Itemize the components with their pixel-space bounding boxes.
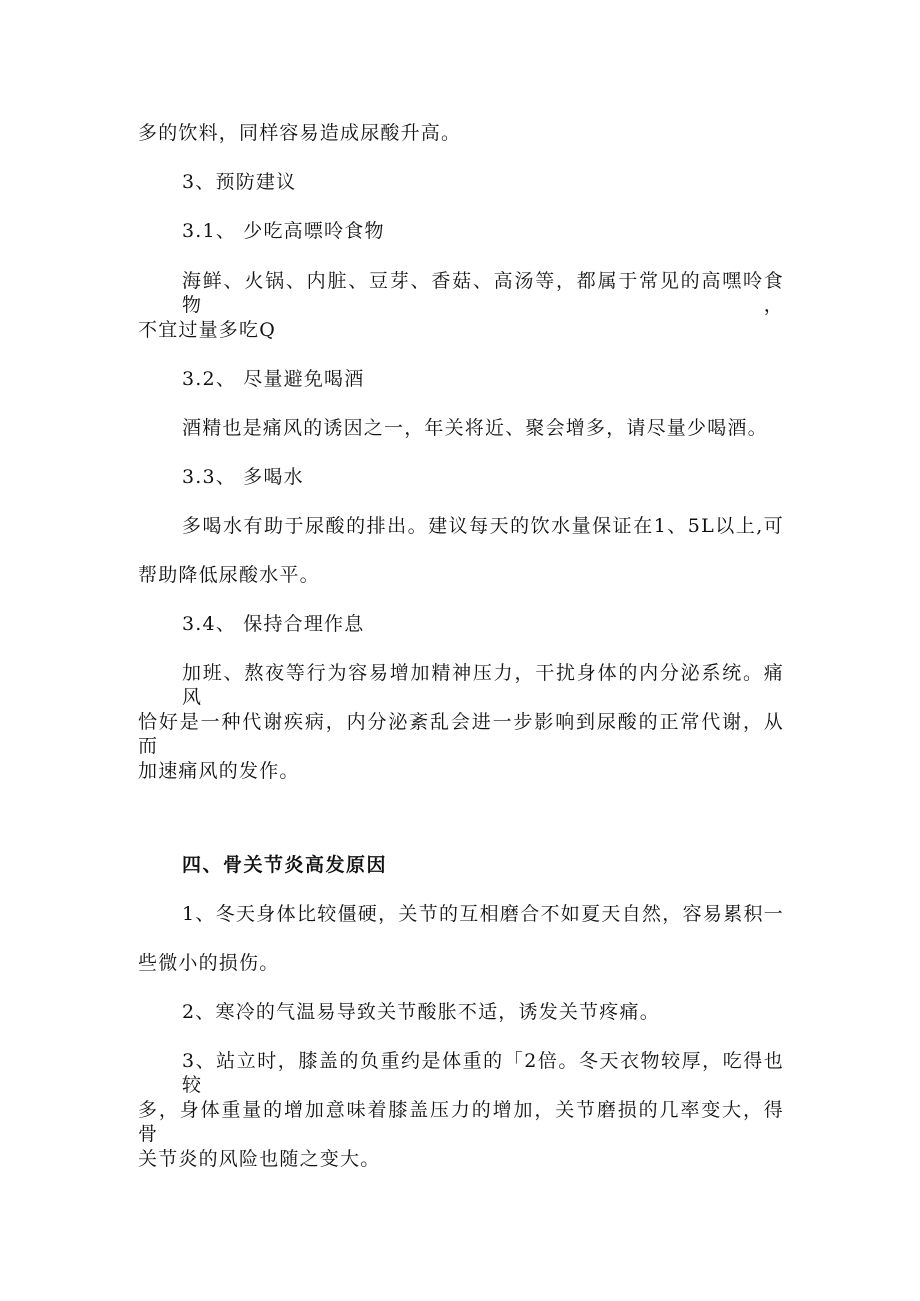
paragraph-line: 酒精也是痛风的诱因之一，年关将近、聚会增多，请尽量少喝酒。 bbox=[182, 417, 768, 439]
section-heading: 3、预防建议 bbox=[182, 171, 297, 193]
paragraph-line: 3、站立时，膝盖的负重约是体重的「2倍。冬天衣物较厚，吃得也较 bbox=[182, 1050, 784, 1096]
paragraph-line: 多的饮料，同样容易造成尿酸升高。 bbox=[138, 122, 462, 144]
paragraph-line: 些微小的损伤。 bbox=[138, 952, 280, 974]
subsection-heading: 3.3、 多喝水 bbox=[182, 466, 304, 488]
paragraph-line: 1、冬天身体比较僵硬，关节的互相磨合不如夏天自然，容易累积一 bbox=[182, 903, 784, 925]
paragraph-line: 帮助降低尿酸水平。 bbox=[138, 564, 320, 586]
paragraph-line: 加速痛风的发作。 bbox=[138, 760, 300, 782]
subsection-heading: 3.1、 少吃高嘌呤食物 bbox=[182, 220, 385, 242]
subsection-heading: 3.2、 尽量避免喝酒 bbox=[182, 368, 365, 390]
paragraph-line: 多喝水有助于尿酸的排出。建议每天的饮水量保证在1、5L以上,可 bbox=[182, 515, 784, 537]
paragraph-line: 2、寒冷的气温易导致关节酸胀不适，诱发关节疼痛。 bbox=[182, 1001, 660, 1023]
paragraph-line: 多，身体重量的增加意味着膝盖压力的增加，关节磨损的几率变大，得骨 bbox=[138, 1099, 784, 1145]
paragraph-line: 加班、熬夜等行为容易增加精神压力，干扰身体的内分泌系统。痛风 bbox=[182, 662, 784, 708]
chapter-heading: 四、骨关节炎高发原因 bbox=[182, 854, 388, 876]
paragraph-line: 关节炎的风险也随之变大。 bbox=[138, 1148, 381, 1170]
paragraph-line: 海鲜、火锅、内脏、豆芽、香菇、高汤等，都属于常见的高嘿呤食物， bbox=[182, 270, 784, 316]
paragraph-line: 不宜过量多吃Q bbox=[138, 319, 276, 341]
paragraph-line: 恰好是一种代谢疾病，内分泌紊乱会进一步影响到尿酸的正常代谢，从而 bbox=[138, 711, 784, 757]
subsection-heading: 3.4、 保持合理作息 bbox=[182, 613, 365, 635]
